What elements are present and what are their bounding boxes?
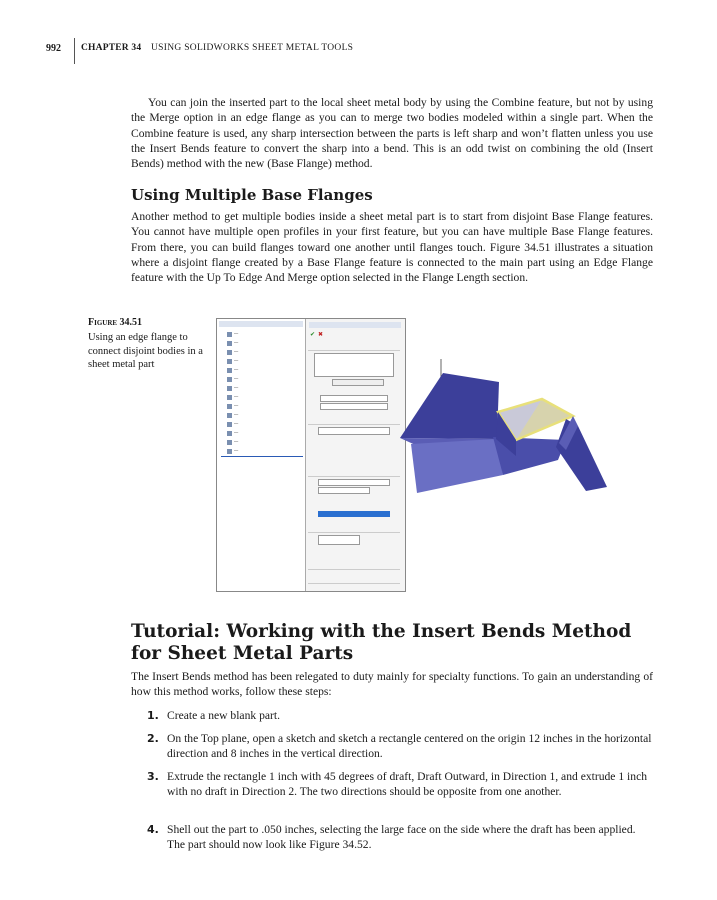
- list-item: [148, 731, 653, 762]
- pm-section: [308, 343, 400, 351]
- list-item: [148, 769, 653, 800]
- step-text: On the Top plane, open a sketch and sketch a rectangle centered on the origin 12 inches in the horizontal direction and 8 inches in the vertical direction.: [167, 732, 652, 761]
- step-text: Extrude the rectangle 1 inch with 45 degrees of draft, Draft Outward, in Direction 1, and extrude 1 inch with no draft in Direction 2. The two directions should be opposite from one another.: [167, 770, 648, 799]
- pm-section: [308, 576, 400, 584]
- pm-field: [320, 395, 388, 402]
- figure-ui-screenshot: [216, 318, 406, 592]
- pm-list-box: [314, 353, 394, 377]
- pm-title-bar: [309, 322, 401, 328]
- pm-section: [308, 525, 400, 533]
- figure-caption: Using an edge flange to connect disjoint bodies in a sheet metal part: [88, 332, 203, 370]
- tutorial-heading: Tutorial: Working with the Insert Bends Method for Sheet Metal Parts: [131, 621, 632, 664]
- step-text: Shell out the part to .050 inches, selecting the large face on the side where the draft has been applied. The part should now look like Figure 34.52.: [167, 823, 636, 852]
- pm-field: [318, 427, 390, 435]
- left-wall: [400, 373, 499, 439]
- step-number: 4.: [147, 823, 159, 836]
- sheet-metal-model: [395, 325, 615, 525]
- feature-tree-panel: ― ― ― ― ― ― ― ― ― ― ― ― ― ―: [217, 319, 306, 591]
- list-item: [148, 822, 653, 853]
- right-wall: [556, 419, 607, 491]
- figure-label: Figure 34.51: [88, 317, 143, 328]
- step-number: 1.: [147, 709, 159, 722]
- section-paragraph: Another method to get multiple bodies inside a sheet metal part is to start from disjoint Base Flange features. You cannot have multiple open profiles in your first feature, but you can have multiple Base Flange features. From there, you can build flanges toward one another until flanges touch. Figure 34.51 illustrates a situation where a disjoint flange created by a Base Flange feature is connected to the main part using an Edge Flange feature with the Up To Edge And Merge option selected in the Flange Length section.: [131, 210, 653, 285]
- header-divider: [74, 38, 75, 64]
- cancel-icon: ✖: [318, 331, 324, 338]
- chapter-label: CHAPTER 34: [81, 43, 142, 53]
- pm-section: [308, 562, 400, 570]
- pm-selected-row: [318, 511, 390, 517]
- rollback-bar: [221, 456, 303, 457]
- chapter-title: USING SOLIDWORKS SHEET METAL TOOLS: [151, 43, 354, 53]
- pm-button: [332, 379, 384, 386]
- list-item: [148, 708, 653, 723]
- pm-section: [308, 469, 400, 477]
- pm-dropdown: [318, 479, 390, 486]
- step-number: 3.: [147, 770, 159, 783]
- pm-field: [318, 487, 370, 494]
- ok-icon: ✔: [310, 331, 316, 338]
- property-manager-panel: [306, 319, 405, 591]
- tree-header-bar: [219, 321, 303, 327]
- intro-paragraph: You can join the inserted part to the local sheet metal body by using the Combine feature, but not by using the Merge option in an edge flange as you can to merge two bodies modeled within a single part. When the Combine feature is used, any sharp intersection between the parts is left sharp and won’t flatten unless you use the Insert Bends feature to convert the sharp into a bend. This is an odd twist on combining the old (Insert Bends) method with the new (Base Flange) method.: [131, 96, 653, 171]
- tutorial-intro: The Insert Bends method has been relegated to duty mainly for specialty functions. To gain an understanding of how this method works, follow these steps:: [131, 670, 653, 699]
- pm-section: [308, 417, 400, 425]
- section-heading: Using Multiple Base Flanges: [131, 186, 373, 204]
- pm-field: [320, 403, 388, 410]
- page-number: 992: [46, 43, 61, 54]
- pm-position-icons: [318, 535, 360, 545]
- base-plate: [411, 439, 503, 493]
- step-text: Create a new blank part.: [167, 709, 280, 722]
- step-number: 2.: [147, 732, 159, 745]
